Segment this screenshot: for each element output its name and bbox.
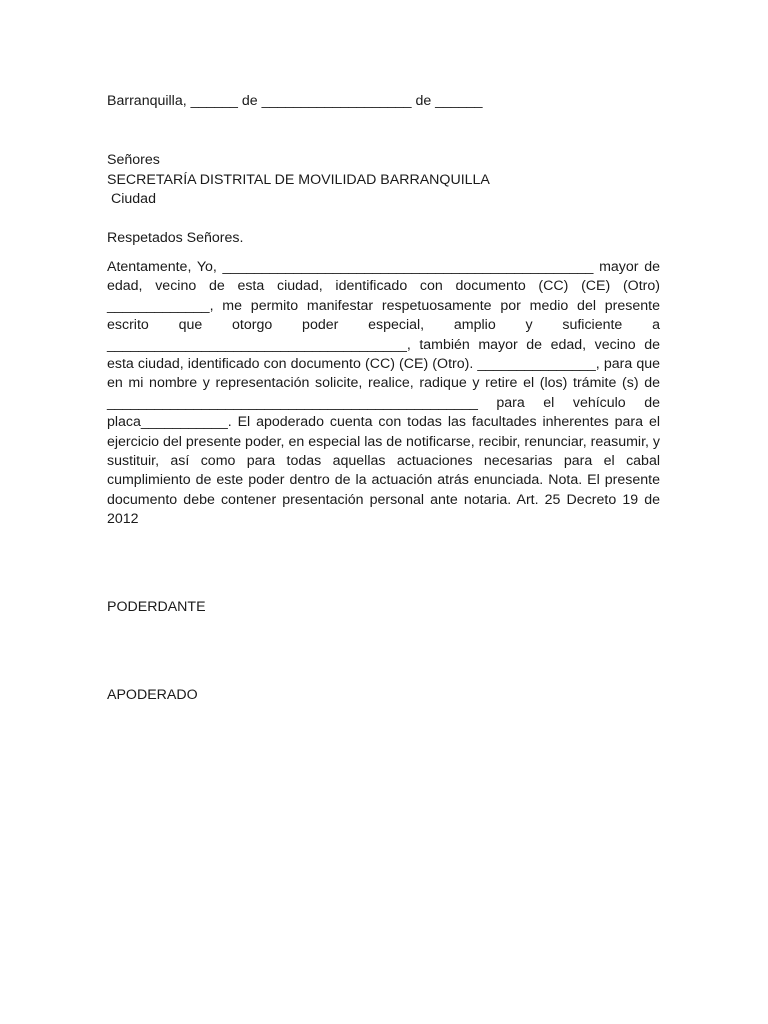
body-paragraph: Atentamente, Yo, _______________________________________________ mayor de edad, vecino de esta ciudad, identificado con documento (CC) (CE) (Otro) _____________, me permito manifestar respetuosamente por medio del presente escrito que otorgo poder especial, amplio y suficiente a ______________________________________, también mayor de edad, vecino de esta ciudad, identificado con documento (CC) (CE) (Otro). _______________, para que en mi nombre y representación solicite, realice, radique y retire el (los) trámite (s) de _______________________________________________ para el vehículo de placa___________. El apoderado cuenta con todas las facultades inherentes para el ejercicio del presente poder, en especial las de notificarse, recibir, renunciar, reasumir, y sustituir, así como para todas aquellas actuaciones necesarias para el cabal cumplimiento de este poder dentro de la actuación atrás enunciada. Nota. El presente documento debe contener presentación personal ante notaria. Art. 25 Decreto 19 de 2012 [107,259,660,528]
grantor-signature-label: PODERDANTE [107,599,206,615]
recipient-organization: SECRETARÍA DISTRITAL DE MOVILIDAD BARRANQUILLA [107,171,490,188]
recipient-block [107,151,490,210]
attorney-signature-label: APODERADO [107,687,198,703]
salutation: Respetados Señores. [107,230,244,246]
recipient-city: Ciudad [111,191,156,207]
recipient-title: Señores [107,152,160,168]
date-line: Barranquilla, ______ de ___________________ de ______ [107,93,483,109]
